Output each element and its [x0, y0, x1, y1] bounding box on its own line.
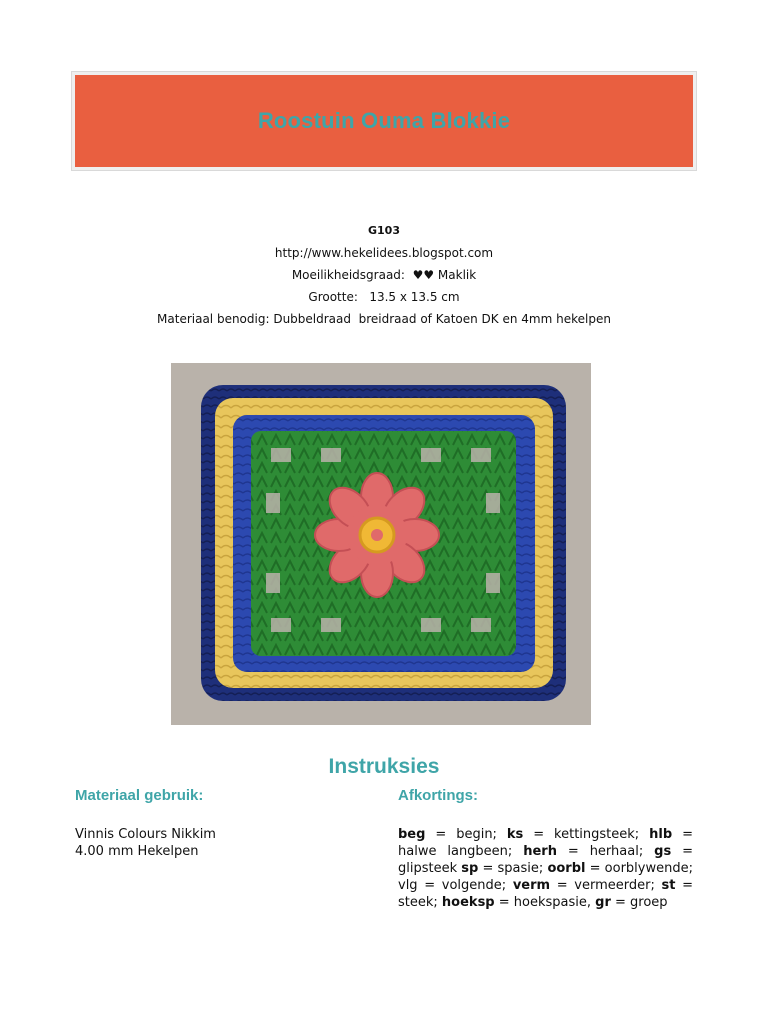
pattern-code: G103	[368, 224, 400, 237]
abbr-key: hlb	[649, 827, 673, 842]
abbr-key: beg	[398, 827, 426, 842]
materials-column	[75, 787, 355, 860]
abbr-def: = begin;	[425, 827, 507, 842]
abbr-def: = kettingsteek;	[523, 827, 650, 842]
abbr-key: gr	[595, 895, 611, 910]
abbr-key: sp	[461, 861, 479, 876]
blog-url[interactable]: http://www.hekelidees.blogspot.com	[274, 246, 494, 260]
abbr-def: = vermeerder;	[550, 878, 662, 893]
materials-line-hook: 4.00 mm Hekelpen	[75, 844, 199, 859]
abbr-def: = hoekspasie,	[494, 895, 596, 910]
crochet-square-image	[171, 363, 591, 725]
abbr-key: st	[661, 878, 676, 893]
abbreviations-heading: Afkortings:	[398, 787, 478, 804]
materials-heading: Materiaal gebruik:	[75, 787, 204, 804]
abbr-def: = oorblywende; vlg = volgende;	[398, 861, 693, 893]
size-line: Grootte: 13.5 x 13.5 cm	[308, 290, 460, 304]
abbreviations-text	[398, 826, 693, 911]
abbr-key: oorbl	[547, 861, 586, 876]
abbr-key: herh	[523, 844, 557, 859]
crochet-square-photo	[171, 363, 591, 725]
abbr-def: = halwe langbeen;	[398, 827, 693, 859]
pattern-meta	[0, 220, 768, 330]
abbr-def: = steek;	[398, 878, 693, 910]
abbr-def: = spasie;	[478, 861, 548, 876]
difficulty-line: Moeilikheidsgraad: ♥♥ Maklik	[291, 268, 477, 282]
title-banner	[72, 72, 696, 170]
abbreviations-column	[398, 787, 693, 911]
abbr-key: ks	[506, 827, 524, 842]
page-title: Roostuin Ouma Blokkie	[257, 108, 511, 133]
abbr-key: verm	[512, 878, 551, 893]
abbr-def: = groep	[610, 895, 668, 910]
abbr-def: = glipsteek	[398, 844, 693, 876]
instructions-title: Instruksies	[328, 755, 440, 778]
abbr-def: = herhaal;	[556, 844, 655, 859]
materials-line: Materiaal benodig: Dubbeldraad breidraad of Katoen DK en 4mm hekelpen	[157, 312, 611, 326]
abbr-key: hoeksp	[441, 895, 495, 910]
materials-line-yarn: Vinnis Colours Nikkim	[75, 827, 216, 842]
flower-motif	[315, 473, 439, 597]
abbr-key: gs	[654, 844, 672, 859]
